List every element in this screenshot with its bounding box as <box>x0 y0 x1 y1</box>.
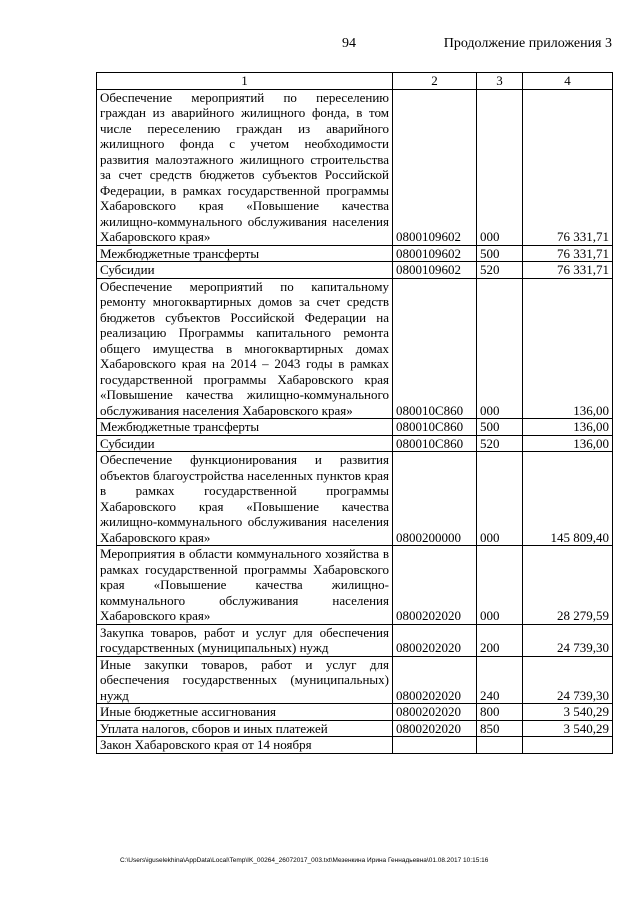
amount-cell <box>523 737 613 754</box>
row-name-cell: Обеспечение мероприятий по переселению граждан из аварийного жилищного фонда, в том числе переселению граждан из аварийного жилищного фонда с учетом необходимости развития малоэтажного жилищного строительства за счет средств бюджетов субъектов Российской Федерации, в рамках государственной программы Хабаровского края «Повышение качества жилищно-коммунального обслуживания населения Хабаровского края» <box>97 89 393 245</box>
expense-type-cell: 800 <box>477 704 523 721</box>
target-code-cell: 080010С860 <box>393 435 477 452</box>
table-row <box>97 656 613 704</box>
amount-cell: 76 331,71 <box>523 89 613 245</box>
expense-type-cell: 000 <box>477 452 523 546</box>
amount-cell: 136,00 <box>523 419 613 436</box>
expense-type-cell: 850 <box>477 720 523 737</box>
amount-cell: 136,00 <box>523 278 613 419</box>
page-number: 94 <box>342 36 356 51</box>
row-name-cell: Закон Хабаровского края от 14 ноября <box>97 737 393 754</box>
table-row <box>97 720 613 737</box>
row-name-cell: Субсидии <box>97 262 393 279</box>
expense-type-cell: 520 <box>477 435 523 452</box>
expense-type-cell: 000 <box>477 278 523 419</box>
amount-cell: 3 540,29 <box>523 720 613 737</box>
file-path-footer: C:\Users\iguselekhina\AppData\Local\Temp\IK_00264_26072017_003.txt\Мезенкина Ирина Геннадьевна\01.08.2017 10:15:16 <box>120 857 489 864</box>
row-name-cell: Обеспечение функционирования и развития объектов благоустройства населенных пунктов края в рамках государственной программы Хабаровского края «Повышение качества жилищно-коммунального обслуживания населения Хабаровского края» <box>97 452 393 546</box>
amount-cell: 76 331,71 <box>523 245 613 262</box>
amount-cell: 136,00 <box>523 435 613 452</box>
table-header-row <box>97 73 613 90</box>
table-row <box>97 624 613 656</box>
table-row <box>97 262 613 279</box>
row-name-cell: Субсидии <box>97 435 393 452</box>
row-name-cell: Иные закупки товаров, работ и услуг для обеспечения государственных (муниципальных) нужд <box>97 656 393 704</box>
expense-type-cell: 000 <box>477 546 523 625</box>
amount-cell: 76 331,71 <box>523 262 613 279</box>
amount-cell: 24 739,30 <box>523 656 613 704</box>
column-header: 4 <box>523 73 613 90</box>
row-name-cell: Мероприятия в области коммунального хозяйства в рамках государственной программы Хабаровского края «Повышение качества жилищно-коммунального обслуживания населения Хабаровского края» <box>97 546 393 625</box>
target-code-cell: 0800202020 <box>393 624 477 656</box>
target-code-cell: 0800109602 <box>393 89 477 245</box>
budget-table <box>96 72 613 754</box>
target-code-cell: 080010С860 <box>393 419 477 436</box>
row-name-cell: Обеспечение мероприятий по капитальному ремонту многоквартирных домов за счет средств бюджетов субъектов Российской Федерации на реализацию Программы капитального ремонта общего имущества в многоквартирных домах Хабаровского края на 2014 – 2043 годы в рамках государственной программы Хабаровского края «Повышение качества жилищно-коммунального обслуживания населения Хабаровского края» <box>97 278 393 419</box>
appendix-title: Продолжение приложения 3 <box>443 36 612 51</box>
amount-cell: 24 739,30 <box>523 624 613 656</box>
table-row <box>97 435 613 452</box>
table-row <box>97 737 613 754</box>
row-name-cell: Закупка товаров, работ и услуг для обеспечения государственных (муниципальных) нужд <box>97 624 393 656</box>
row-name-cell: Межбюджетные трансферты <box>97 245 393 262</box>
table-row <box>97 704 613 721</box>
table-row <box>97 245 613 262</box>
target-code-cell: 0800109602 <box>393 262 477 279</box>
table-row <box>97 278 613 419</box>
expense-type-cell: 000 <box>477 89 523 245</box>
column-header: 2 <box>393 73 477 90</box>
table-row <box>97 452 613 546</box>
row-name-cell: Иные бюджетные ассигнования <box>97 704 393 721</box>
target-code-cell: 0800202020 <box>393 704 477 721</box>
amount-cell: 28 279,59 <box>523 546 613 625</box>
table-row <box>97 546 613 625</box>
column-header: 1 <box>97 73 393 90</box>
target-code-cell: 0800109602 <box>393 245 477 262</box>
target-code-cell: 0800200000 <box>393 452 477 546</box>
table-row <box>97 419 613 436</box>
amount-cell: 145 809,40 <box>523 452 613 546</box>
expense-type-cell <box>477 737 523 754</box>
target-code-cell: 0800202020 <box>393 720 477 737</box>
target-code-cell: 0800202020 <box>393 546 477 625</box>
table-row <box>97 89 613 245</box>
target-code-cell: 080010С860 <box>393 278 477 419</box>
expense-type-cell: 500 <box>477 245 523 262</box>
amount-cell: 3 540,29 <box>523 704 613 721</box>
target-code-cell <box>393 737 477 754</box>
column-header: 3 <box>477 73 523 90</box>
expense-type-cell: 520 <box>477 262 523 279</box>
expense-type-cell: 240 <box>477 656 523 704</box>
expense-type-cell: 200 <box>477 624 523 656</box>
row-name-cell: Уплата налогов, сборов и иных платежей <box>97 720 393 737</box>
target-code-cell: 0800202020 <box>393 656 477 704</box>
row-name-cell: Межбюджетные трансферты <box>97 419 393 436</box>
expense-type-cell: 500 <box>477 419 523 436</box>
